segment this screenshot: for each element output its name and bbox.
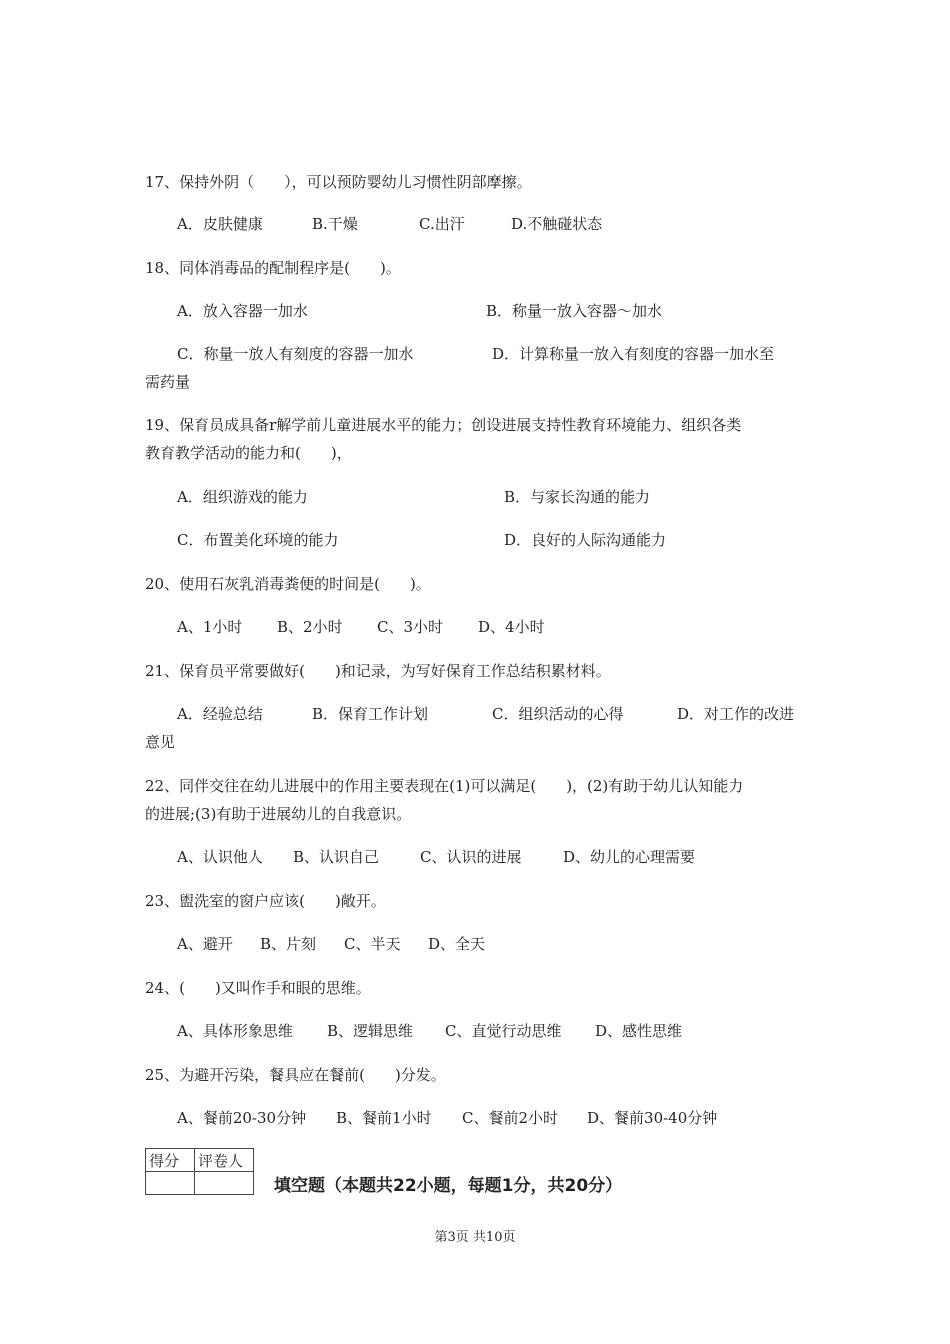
q25-option-b: B、餐前1小时 — [336, 1109, 432, 1127]
score-table — [145, 1148, 254, 1195]
question-19-stem-line-1: 19、保育员成具备r解学前儿童进展水平的能力；创设进展支持性教育环境能力、组织各类 — [145, 416, 742, 434]
q25-option-c: C、餐前2小时 — [462, 1109, 559, 1127]
q23-option-b: B、片刻 — [260, 935, 317, 953]
question-18-stem: 18、同体消毒品的配制程序是( )。 — [145, 259, 401, 277]
question-22-stem-line-2: 的进展;(3)有助于进展幼儿的自我意识。 — [145, 805, 412, 823]
q18-option-c: C．称量一放人有刻度的容器一加水 — [177, 345, 414, 363]
q18-option-a: A．放入容器一加水 — [177, 302, 308, 320]
q19-option-d: D．良好的人际沟通能力 — [504, 531, 667, 549]
q23-option-c: C、半天 — [344, 935, 401, 953]
q19-option-c: C．布置美化环境的能力 — [177, 531, 339, 549]
question-23-stem: 23、盥洗室的窗户应该( )敞开。 — [145, 892, 386, 910]
reviewer-cell — [195, 1172, 254, 1195]
question-25-stem: 25、为避开污染，餐具应在餐前( )分发。 — [145, 1066, 446, 1084]
question-20-stem: 20、使用石灰乳消毒粪便的时间是( )。 — [145, 575, 431, 593]
q23-option-d: D、全天 — [428, 935, 486, 953]
page-footer: 第3页 共10页 — [434, 1230, 516, 1245]
q17-option-c: C.出汗 — [419, 215, 465, 233]
q22-option-a: A、认识他人 — [177, 848, 263, 866]
q22-option-c: C、认识的进展 — [420, 848, 522, 866]
score-cell — [146, 1172, 195, 1195]
q22-option-d: D、幼儿的心理需要 — [563, 848, 696, 866]
q23-option-a: A、避开 — [177, 935, 233, 953]
score-label: 得分 — [146, 1149, 195, 1172]
q18-option-continuation: 需药量 — [145, 373, 191, 391]
q20-option-a: A、1小时 — [177, 618, 243, 636]
question-19-stem-line-2: 教育教学活动的能力和( )， — [145, 444, 352, 462]
section-title: 填空题（本题共22小题，每题1分，共20分） — [274, 1176, 623, 1196]
q22-option-b: B、认识自己 — [293, 848, 380, 866]
q21-option-c: C．组织活动的心得 — [492, 705, 624, 723]
q17-option-d: D.不触碰状态 — [511, 215, 603, 233]
q20-option-d: D、4小时 — [478, 618, 545, 636]
q17-option-a: A．皮肤健康 — [177, 215, 263, 233]
q21-option-continuation: 意见 — [145, 733, 176, 751]
q21-option-a: A．经验总结 — [177, 705, 263, 723]
q21-option-b: B．保育工作计划 — [312, 705, 429, 723]
question-22-stem-line-1: 22、同伴交往在幼儿进展中的作用主要表现在(1)可以满足( )，(2)有助于幼儿认知能力 — [145, 777, 744, 795]
q25-option-d: D、餐前30-40分钟 — [587, 1109, 718, 1127]
q25-option-a: A、餐前20-30分钟 — [177, 1109, 307, 1127]
q21-option-d: D．对工作的改进 — [677, 705, 795, 723]
q24-option-b: B、逻辑思维 — [327, 1022, 414, 1040]
q24-option-d: D、感性思维 — [595, 1022, 683, 1040]
q24-option-a: A、具体形象思维 — [177, 1022, 293, 1040]
reviewer-label: 评卷人 — [195, 1149, 254, 1172]
q20-option-b: B、2小时 — [277, 618, 343, 636]
question-21-stem: 21、保育员平常要做好( )和记录，为写好保育工作总结积累材料。 — [145, 662, 611, 680]
q17-option-b: B.干燥 — [312, 215, 358, 233]
question-17-stem: 17、保持外阴（ ），可以预防婴幼儿习惯性阴部摩擦。 — [145, 173, 532, 191]
q24-option-c: C、直觉行动思维 — [445, 1022, 562, 1040]
q19-option-a: A．组织游戏的能力 — [177, 488, 308, 506]
q19-option-b: B．与家长沟通的能力 — [504, 488, 651, 506]
question-24-stem: 24、( )又叫作手和眼的思维。 — [145, 979, 371, 997]
q18-option-d: D．计算称量一放入有刻度的容器一加水至 — [492, 345, 775, 363]
q18-option-b: B．称量一放入容器～加水 — [486, 302, 663, 320]
q20-option-c: C、3小时 — [377, 618, 444, 636]
